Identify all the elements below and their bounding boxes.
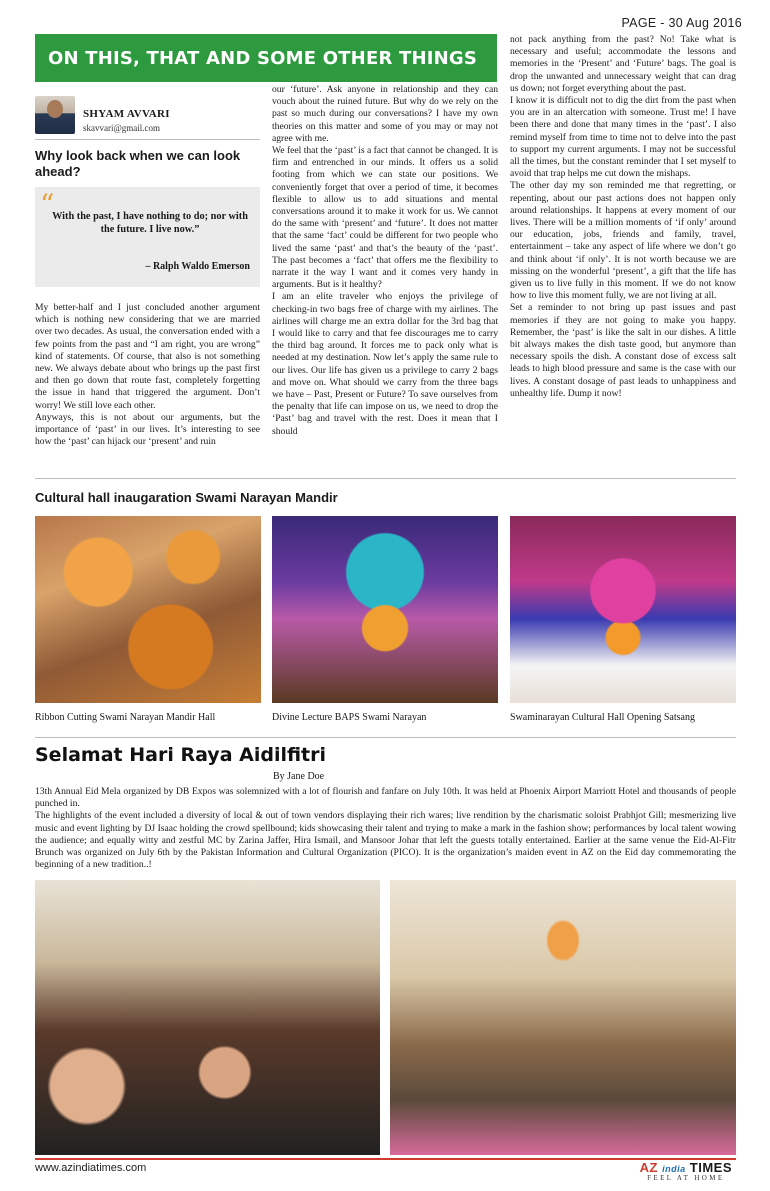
footer-rule: [35, 1158, 736, 1160]
byline: By Jane Doe: [273, 771, 325, 782]
photo-caption: Swaminarayan Cultural Hall Opening Satsang: [510, 712, 695, 723]
author-photo: [35, 96, 75, 134]
eid-article-title: Selamat Hari Raya Aidilfitri: [35, 744, 327, 766]
column-title: ON THIS, THAT AND SOME OTHER THINGS: [48, 47, 478, 69]
divine-lecture-photo: [272, 516, 498, 703]
paragraph: The other day my son reminded me that regretting, or repenting, about our past actions does not happen only around relationships. It happens at every moment of our lives. There will be a million moments of ‘if only’ around our education, jobs, friends and family, travel, entertainment – take any aspect of life where we don’t go and think about ‘if only’. It is not worth because we are missing on the wonderful ‘present’, a gift that the life has given us to live fully in this moment. If we do not know how to live this moment fully, we are not living at all.: [510, 180, 736, 302]
cultural-hall-photo: [510, 516, 736, 703]
page-date-label: PAGE - 30 Aug 2016: [621, 16, 742, 30]
paragraph: I am an elite traveler who enjoys the privilege of checking-in two bags free of charge with my airlines. The airlines will charge me an extra dollar for the 3rd bag that I would like to carry and that fee discourages me to carry the third bag around. It forces me to pack only what is needed at my destination. Now let’s apply the same rule to our lives. Our life has given us a privilege to carry 2 bags and move on. What should we carry from the three bags we have – Past, Present or Future? To save ourselves from the penalty that life can impose on us, we need to drop the ‘Past’ bag and travel with the rest. Does it mean that I should: [272, 291, 498, 437]
gallery-heading: Cultural hall inaugaration Swami Narayan Mandir: [35, 490, 338, 505]
paragraph: our ‘future’. Ask anyone in relationship and they can vouch about the ruined future. But why do we rely on the past so much during our conversations? I have my own theories on this matter and some of you may or may not agree with me.: [272, 84, 498, 144]
paragraph: My better-half and I just concluded another argument which is nothing new considering that we are married over two decades. As usual, the conversation ended with a few points from the past and “I am right, you are wrong” kind of statements. Of course, that also is not something new. We always debate about who brings up the past first and then go down that route fast, completely forgetting the issue in hand that triggered the argument. Don’t worry! We still love each other.: [35, 302, 260, 411]
quote-author: – Ralph Waldo Emerson: [145, 261, 250, 272]
ribbon-cutting-photo: [35, 516, 261, 703]
section-divider: [35, 478, 736, 479]
paragraph: Anyways, this is not about our arguments, but the importance of ‘past’ in our lives. It’s interesting to see how the ‘past’ can hijack our ‘present’ and ruin: [35, 411, 260, 448]
paragraph: 13th Annual Eid Mela organized by DB Expos was solemnized with a lot of flourish and fanfare on July 10th. It was held at Phoenix Airport Marriott Hotel and thousands of people punched in.: [35, 786, 736, 810]
az-india-times-logo: [640, 1160, 732, 1182]
eid-article-body: [35, 786, 736, 871]
article-column-2: [272, 84, 498, 438]
quote-mark-icon: “: [40, 188, 55, 221]
eid-crowd-photo: [390, 880, 736, 1155]
logo-india: india: [662, 1164, 686, 1174]
paragraph: not pack anything from the past? No! Take what is necessary and useful; accommodate the lessons and memories in the ‘Present’ and ‘Future’ bags. The goal is drop the unwanted and unnecessary weight that can drag us down; not forget everything about the past.: [510, 34, 736, 94]
paragraph: Set a reminder to not bring up past issues and past memories if they are not going to make you happy. Remember, the ‘past’ is like the salt in our dishes. A little bit always makes the dish taste good, but anymore than necessary spoils the dish. A constant dose of excess salt leads to high blood pressure and same is the case with our lives. A constant dosage of past leads to unhappiness and unhealthy life. Dump it now!: [510, 302, 736, 399]
author-email[interactable]: skavvari@gmail.com: [83, 123, 161, 133]
photo-caption: Ribbon Cutting Swami Narayan Mandir Hall: [35, 712, 216, 723]
logo-times: TIMES: [689, 1160, 732, 1175]
article-heading: Why look back when we can look ahead?: [35, 148, 241, 179]
footer-website-link[interactable]: www.azindiatimes.com: [35, 1162, 147, 1174]
paragraph: The highlights of the event included a diversity of local & out of town vendors displaying their rich wares; live rendition by the charismatic soloist Prabhjot Gill; mesmerizing live music and event lighting by DJ Isaac holding the crowd spellbound; kids showcasing their talent and trying to make a mark in the fashion show; performances by local talent wowing the audience; and equally witty and zestful MC by Zarina Jaffer, Hira Ismail, and Mansoor Johar that left the guests totally entertained. Earlier at the same venue the Eid-Al-Fitr Brunch was organized on July 6th by the Pakistan Information and Cultural Organization (PICO). It is the organization’s maiden event in AZ on the Eid day commemorating the beginning of a new tradition..!: [35, 810, 736, 871]
logo-wordmark: [640, 1160, 732, 1175]
article-column-1: [35, 302, 260, 448]
photo-caption: Divine Lecture BAPS Swami Narayan: [272, 712, 427, 723]
author-name: SHYAM AVVARI: [83, 108, 170, 120]
section-divider: [35, 737, 736, 738]
eid-group-selfie-photo: [35, 880, 380, 1155]
quote-text: With the past, I have nothing to do; nor with the future. I live now.”: [52, 211, 248, 235]
logo-tagline: FEEL AT HOME: [647, 1174, 725, 1182]
paragraph: I know it is difficult not to dig the dirt from the past when you are in an altercation with someone. Trust me! I have been there and done that many times in the ‘past’. I also remind myself from time to time not to delve into the past to support my current arguments. I may not be successful all the times, but the constant reminder that I set myself to avoid that trap helps me cut down the mishaps.: [510, 95, 736, 180]
article-column-3: [510, 34, 736, 400]
column-banner: [35, 34, 497, 82]
paragraph: We feel that the ‘past’ is a fact that cannot be changed. It is firm and entrenched in our minds. It offers us a solid footing from which we can state our positions. We conveniently forget that over a period of time, it becomes flexible to allow us to add situations and mental conversations around it to make it work for us. We cannot do the same with ‘present’ and ‘future’. It does not matter that the same ‘fact’ could be different for two people who lived the same ‘past’ and that’s the beauty of the ‘past’. The past becomes a ‘fact’ that offers me the flexibility to narrate it the way I want and it comes very handy in arguments. But is it healthy?: [272, 145, 499, 291]
pull-quote: [35, 187, 260, 287]
logo-az: AZ: [639, 1160, 658, 1175]
author-block: [35, 94, 260, 140]
